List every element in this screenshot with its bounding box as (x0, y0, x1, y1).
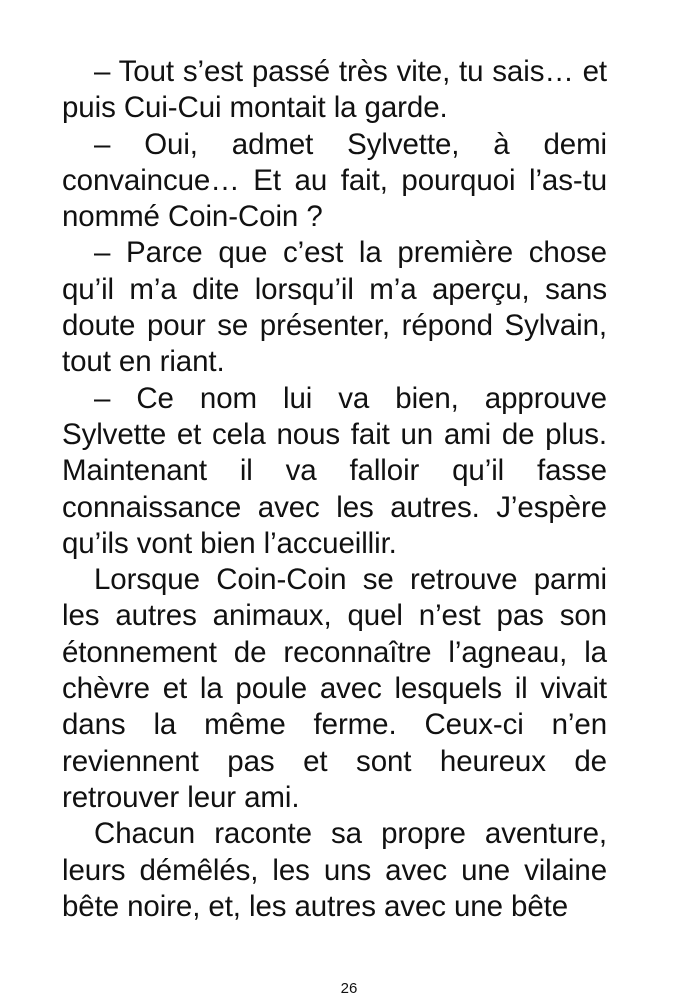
paragraph: – Parce que c’est la première chose qu’il m’a dite lorsqu’il m’a aperçu, sans doute pour se présenter, répond Sylvain, tout en riant. (62, 236, 607, 379)
paragraph: – Tout s’est passé très vite, tu sais… et puis Cui-Cui montait la garde. (62, 55, 607, 125)
paragraph: Lorsque Coin-Coin se retrouve parmi les autres animaux, quel n’est pas son étonnement de reconnaître l’agneau, la chèvre et la poule avec lesquels il vivait dans la même ferme. Ceux-ci n’en reviennent pas et sont heureux de retrouver leur ami. (62, 563, 607, 814)
paragraph: Chacun raconte sa propre aventure, leurs démêlés, les uns avec une vilaine bête noire, et, les autres avec une bête (62, 817, 607, 923)
page-body (62, 54, 607, 925)
paragraph: – Ce nom lui va bien, approuve Sylvette et cela nous fait un ami de plus. Maintenant il va falloir qu’il fasse connaissance avec les autres. J’espère qu’ils vont bien l’accueillir. (62, 381, 607, 560)
page-number: 26 (340, 980, 358, 997)
paragraph: – Oui, admet Sylvette, à demi convaincue… Et au fait, pourquoi l’as-tu nommé Coin-Coin ? (62, 127, 607, 234)
